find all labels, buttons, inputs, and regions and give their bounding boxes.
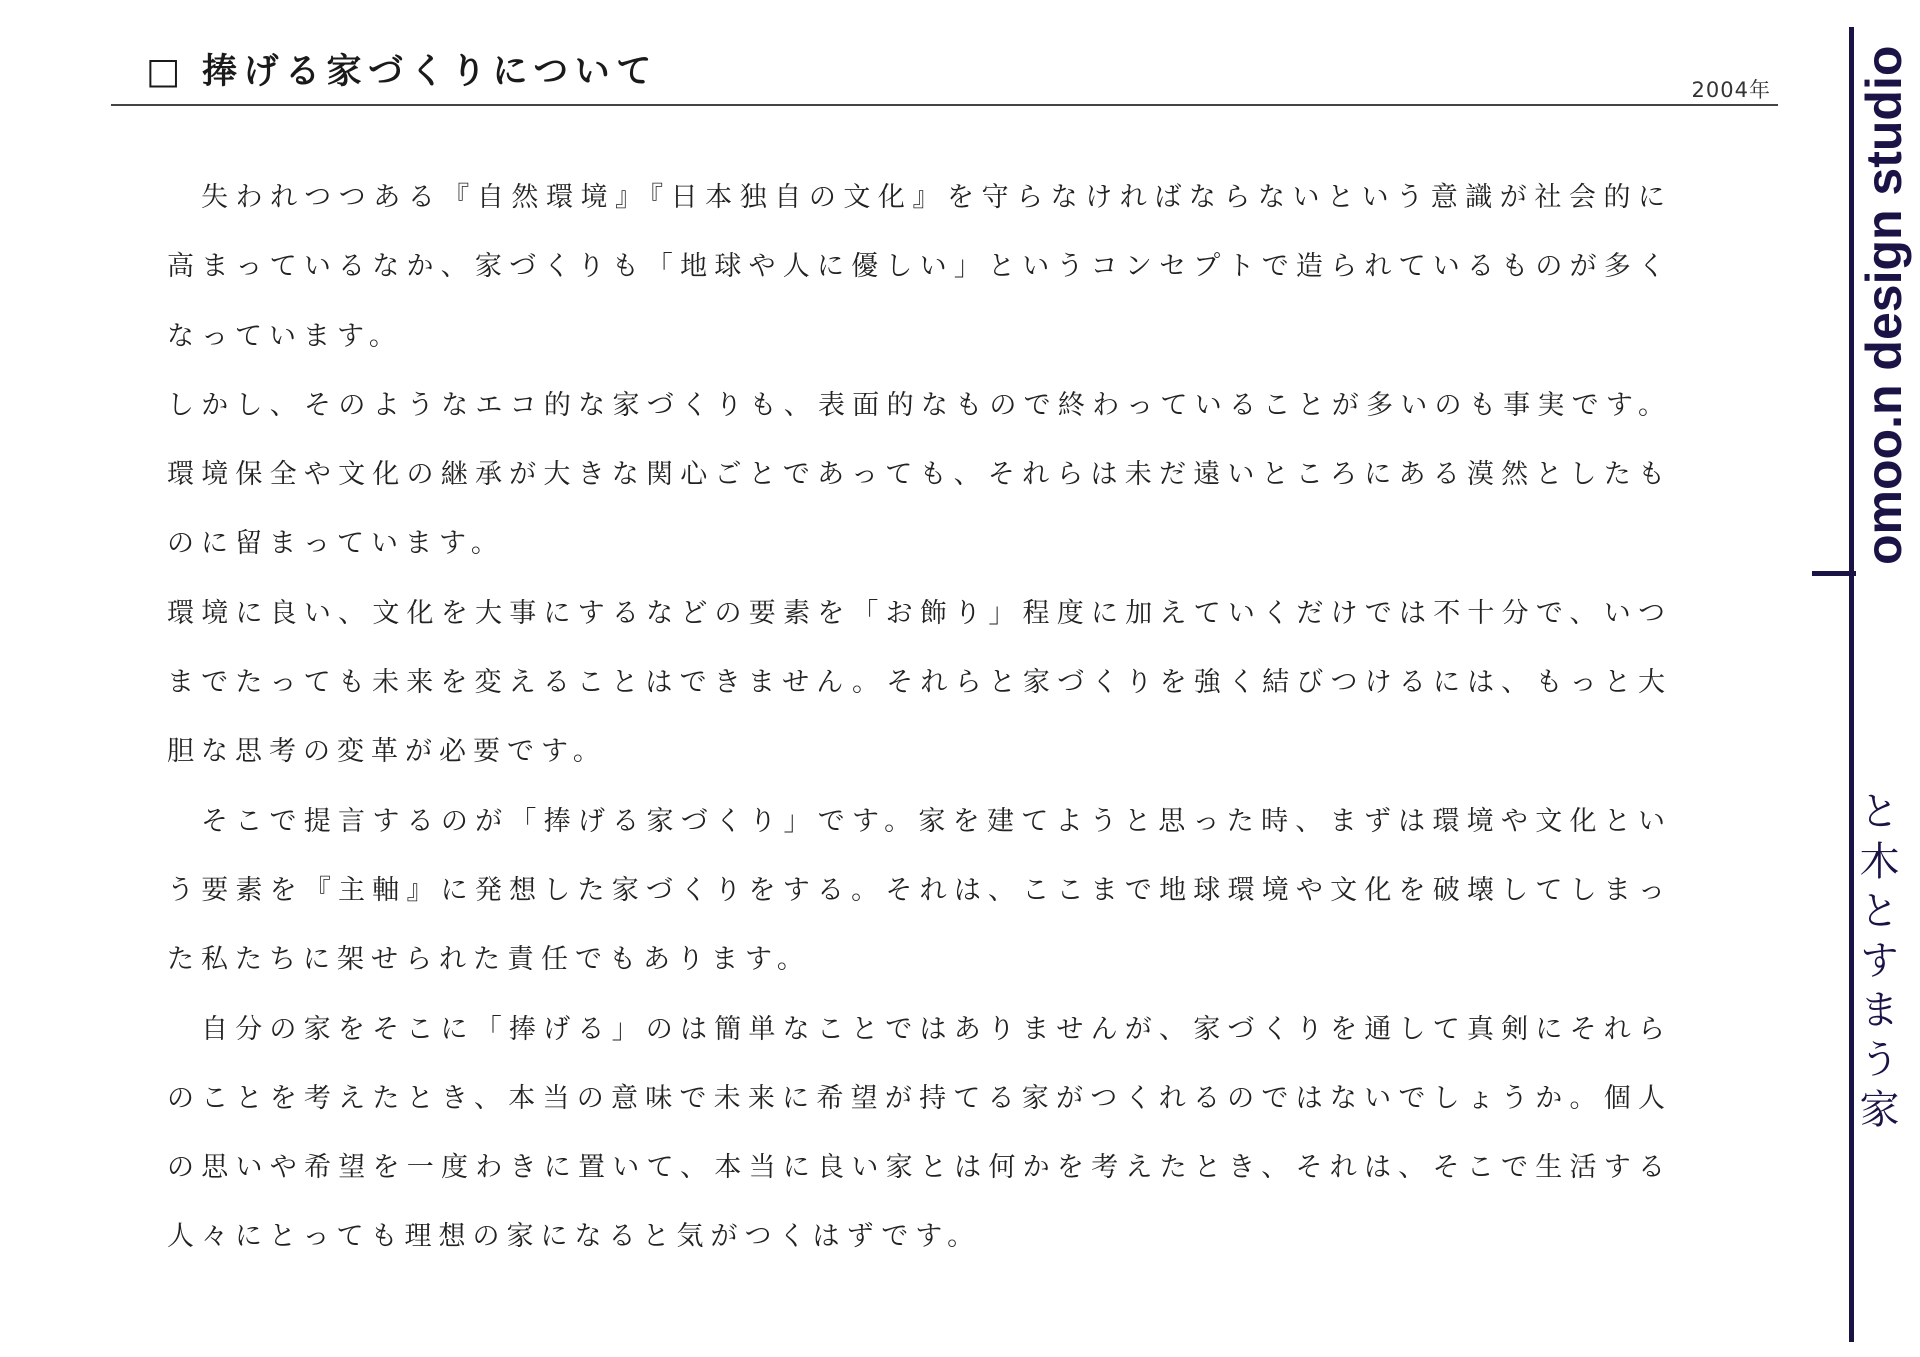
paragraph	[167, 371, 1672, 440]
header-divider	[111, 104, 1778, 106]
title-bullet: □	[146, 51, 181, 92]
body-text-line: う要素を『主軸』に発想した家づくりをする。それは、ここまで地球環境や文化を破壊してしまっ	[167, 874, 1672, 906]
brand-name: omoo.n design studio	[1856, 45, 1912, 565]
body-text-line: のに留まっています。	[167, 528, 505, 560]
brand-tagline: と木とすまう家	[1853, 790, 1899, 1138]
body-text-line: 環境に良い、文化を大事にするなどの要素を「お飾り」程度に加えていくだけでは不十分で、いつ	[167, 597, 1672, 629]
sidebar-tick-mark	[1812, 571, 1856, 576]
page-title: 捧げる家づくりについて	[202, 52, 658, 92]
paragraph	[167, 579, 1672, 787]
sidebar-vertical-rule	[1849, 27, 1854, 1342]
paragraph	[167, 995, 1672, 1272]
body-text-line: までたっても未来を変えることはできません。それらと家づくりを強く結びつけるには、もっと大	[167, 667, 1672, 699]
body-text-line: 環境保全や文化の継承が大きな関心ごとであっても、それらは未だ遠いところにある漠然としたも	[167, 459, 1672, 491]
body-text-line: た私たちに架せられた責任でもあります。	[167, 944, 811, 976]
paragraph	[167, 163, 1672, 371]
body-text-line: しかし、そのようなエコ的な家づくりも、表面的なもので終わっていることが多いのも事実です。	[167, 389, 1672, 421]
body-text-line: のことを考えたとき、本当の意味で未来に希望が持てる家がつくれるのではないでしょうか。個人	[167, 1082, 1672, 1114]
body-text-line: なっています。	[167, 320, 403, 352]
body-text-line: 自分の家をそこに「捧げる」のは簡単なことではありませんが、家づくりを通して真剣にそれら	[201, 1013, 1672, 1045]
year-label: 2004年	[1691, 78, 1771, 102]
body-text	[167, 163, 1672, 1272]
body-text-line: 高まっているなか、家づくりも「地球や人に優しい」というコンセプトで造られているものが多く	[167, 251, 1672, 283]
paragraph	[167, 787, 1672, 995]
body-text-line: 人々にとっても理想の家になると気がつくはずです。	[167, 1221, 982, 1253]
body-text-line: そこで提言するのが「捧げる家づくり」です。家を建てようと思った時、まずは環境や文化とい	[201, 805, 1672, 837]
body-text-line: 失われつつある『自然環境』『日本独自の文化』を守らなければならないという意識が社会的に	[201, 182, 1672, 213]
body-text-line: 胆な思考の変革が必要です。	[167, 736, 607, 768]
body-text-line: の思いや希望を一度わきに置いて、本当に良い家とは何かを考えたとき、それは、そこで生活する	[167, 1152, 1672, 1184]
paragraph	[167, 440, 1672, 579]
